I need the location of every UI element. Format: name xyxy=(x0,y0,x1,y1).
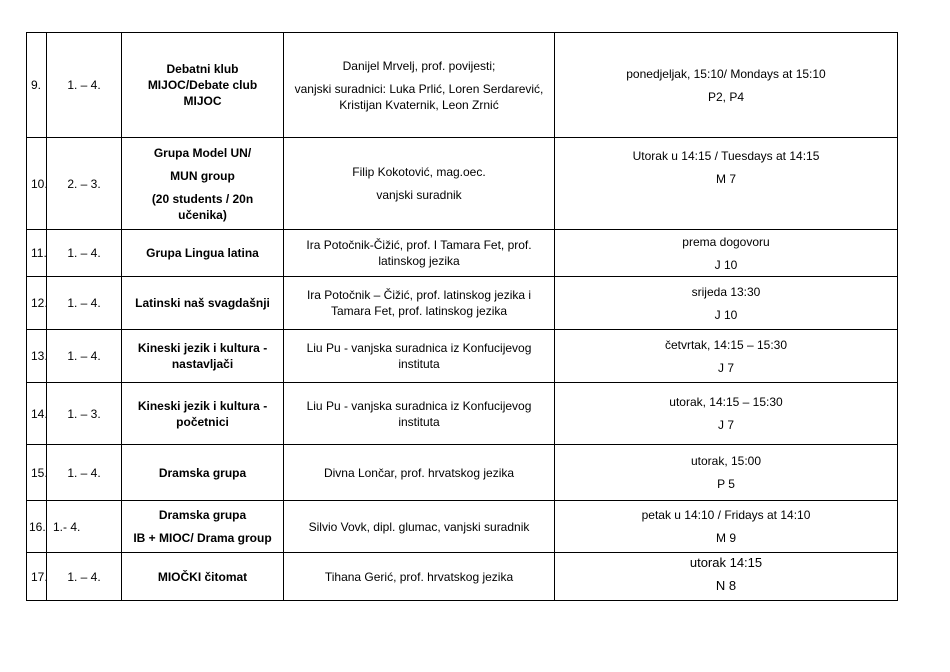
activity-name: Grupa Lingua latina xyxy=(122,230,284,277)
grade-range: 1. – 4. xyxy=(47,33,122,138)
teacher-cell: Danijel Mrvelj, prof. povijesti; vanjski suradnici: Luka Prlić, Loren Serdarević, Kristijan Kvaternik, Leon Zrnić xyxy=(284,33,555,138)
activity-name: Grupa Model UN/ MUN group (20 students / 20n učenika) xyxy=(122,138,284,230)
table-row xyxy=(27,330,898,383)
table-row xyxy=(27,501,898,553)
grade-range: 2. – 3. xyxy=(47,138,122,230)
activity-name: Dramska grupa IB + MIOC/ Drama group xyxy=(122,501,284,553)
activity-name: Latinski naš svagdašnji xyxy=(122,277,284,330)
table-row xyxy=(27,230,898,277)
grade-range: 1. – 4. xyxy=(47,330,122,383)
teacher-cell: Divna Lončar, prof. hrvatskog jezika xyxy=(284,445,555,501)
row-number: 12. xyxy=(27,277,47,330)
table-row xyxy=(27,553,898,601)
table-row xyxy=(27,138,898,230)
table-row xyxy=(27,383,898,445)
table-body xyxy=(27,33,898,601)
table-row xyxy=(27,277,898,330)
row-number: 10. xyxy=(27,138,47,230)
grade-range: 1. – 3. xyxy=(47,383,122,445)
schedule-cell: petak u 14:10 / Fridays at 14:10 M 9 xyxy=(555,501,898,553)
activity-name: MIOČKI čitomat xyxy=(122,553,284,601)
row-number: 17. xyxy=(27,553,47,601)
teacher-cell: Ira Potočnik – Čižić, prof. latinskog jezika i Tamara Fet, prof. latinskog jezika xyxy=(284,277,555,330)
activity-name: Kineski jezik i kultura - nastavljači xyxy=(122,330,284,383)
row-number: 9. xyxy=(27,33,47,138)
schedule-cell: utorak, 14:15 – 15:30 J 7 xyxy=(555,383,898,445)
grade-range: 1.- 4. xyxy=(47,501,122,553)
schedule-cell: četvrtak, 14:15 – 15:30 J 7 xyxy=(555,330,898,383)
row-number: 14. xyxy=(27,383,47,445)
schedule-cell: utorak 14:15 N 8 xyxy=(555,553,898,601)
schedule-cell: prema dogovoru J 10 xyxy=(555,230,898,277)
teacher-cell: Tihana Gerić, prof. hrvatskog jezika xyxy=(284,553,555,601)
schedule-cell: Utorak u 14:15 / Tuesdays at 14:15 M 7 xyxy=(555,138,898,230)
grade-range: 1. – 4. xyxy=(47,230,122,277)
row-number: 15. xyxy=(27,445,47,501)
schedule-cell: ponedjeljak, 15:10/ Mondays at 15:10 P2, P4 xyxy=(555,33,898,138)
table-row xyxy=(27,445,898,501)
activities-table xyxy=(26,32,898,601)
row-number: 11. xyxy=(27,230,47,277)
teacher-cell: Ira Potočnik-Čižić, prof. I Tamara Fet, prof. latinskog jezika xyxy=(284,230,555,277)
teacher-cell: Filip Kokotović, mag.oec. vanjski suradnik xyxy=(284,138,555,230)
activity-name: Debatni klub MIJOC/Debate club MIJOC xyxy=(122,33,284,138)
teacher-cell: Liu Pu - vanjska suradnica iz Konfucijevog instituta xyxy=(284,330,555,383)
grade-range: 1. – 4. xyxy=(47,553,122,601)
teacher-cell: Liu Pu - vanjska suradnica iz Konfucijevog instituta xyxy=(284,383,555,445)
row-number: 16. xyxy=(27,501,47,553)
table-row xyxy=(27,33,898,138)
schedule-cell: utorak, 15:00 P 5 xyxy=(555,445,898,501)
grade-range: 1. – 4. xyxy=(47,445,122,501)
schedule-cell: srijeda 13:30 J 10 xyxy=(555,277,898,330)
grade-range: 1. – 4. xyxy=(47,277,122,330)
row-number: 13. xyxy=(27,330,47,383)
activity-name: Dramska grupa xyxy=(122,445,284,501)
teacher-cell: Silvio Vovk, dipl. glumac, vanjski suradnik xyxy=(284,501,555,553)
activity-name: Kineski jezik i kultura - početnici xyxy=(122,383,284,445)
